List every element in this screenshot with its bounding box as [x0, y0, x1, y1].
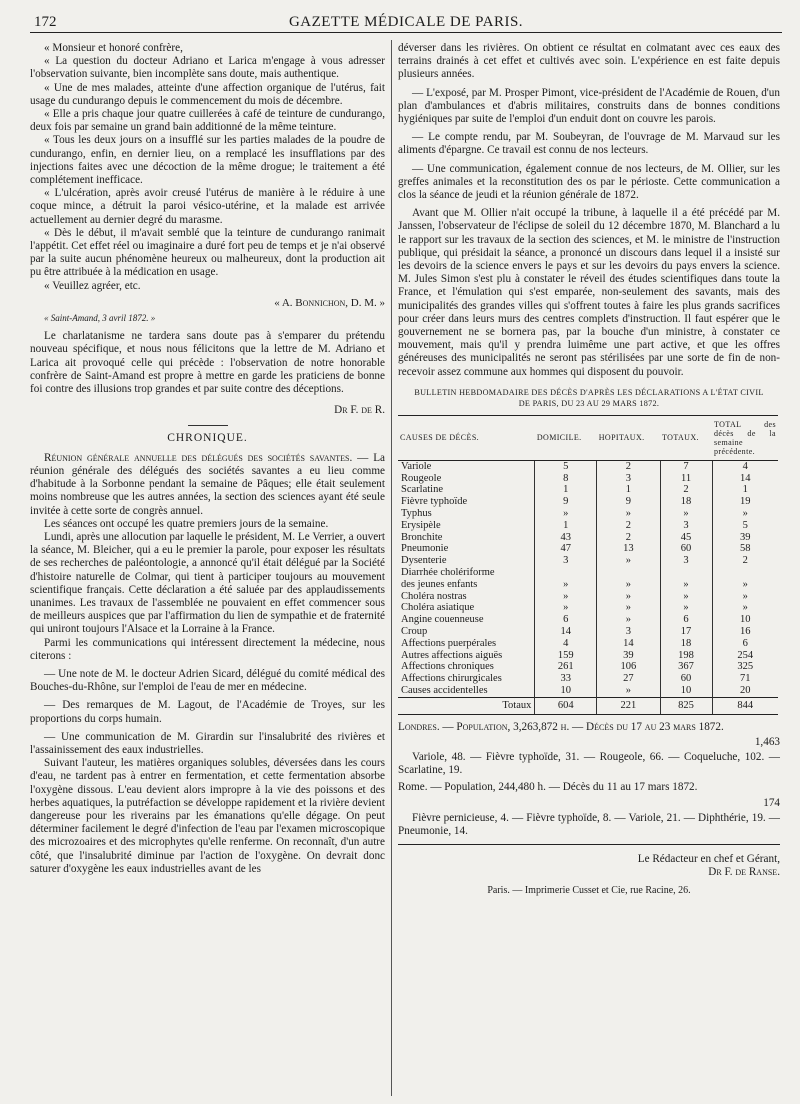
commentary-paragraph: Le charlatanisme ne tardera sans doute pas à s'emparer du prétendu nouveau spécifique, et nous nous félicitons que la lettre de M. Adriano et Larica ait provoqué celle qui précède : l'observation de notre honorable confrère de Saint-Amand est propre à mettre en garde les praticiens de bonne foi contre des illusions trop grandes et par suite contre des déceptions. [30, 330, 385, 396]
value-cell: 16 [712, 626, 778, 638]
value-cell: 11 [660, 473, 712, 485]
header-hopitaux: HOPITAUX. [597, 415, 660, 460]
right-column [398, 42, 780, 897]
chronique-heading: CHRONIQUE. [167, 432, 248, 445]
value-cell: 14 [535, 626, 597, 638]
article-paragraph: — Une communication de M. Girardin sur l'insalubrité des rivières et l'assainissement des eaux industrielles. [30, 730, 385, 756]
table-header-row [398, 415, 778, 460]
value-cell: » [660, 602, 712, 614]
value-cell: » [535, 508, 597, 520]
value-cell: 1 [597, 484, 660, 496]
letter-closing: « Veuillez agréer, etc. [44, 279, 141, 292]
letter-paragraph: « Elle a pris chaque jour quatre cuillerées à café de teinture de cundurango, deux fois par semaine un grand bain additionné de la même teinture. [30, 108, 385, 134]
table-row [398, 508, 778, 520]
header-previous-week: TOTAL des décès de la semaine précédente. [712, 415, 778, 460]
table-row [398, 473, 778, 485]
londres-population: Londres. — Population, 3,263,872 h. — Décès du 17 au 23 mars 1872. [398, 720, 724, 733]
article-paragraph: — Une note de M. le docteur Adrien Sicard, délégué du comité médical des Bouches-du-Rhône, sur l'emploi de l'eau de mer en médecine. [30, 667, 385, 694]
deaths-table-body [398, 460, 778, 714]
cause-cell: Causes accidentelles [401, 685, 488, 697]
table-row [398, 567, 778, 579]
header-domicile: DOMICILE. [535, 415, 597, 460]
value-cell [660, 567, 712, 579]
value-cell: 5 [712, 520, 778, 532]
letter-paragraph: « Dès le début, il m'avait semblé que la teinture de cundurango ranimait l'appétit. Cet effet réel ou imaginaire a duré fort peu de temps et je n'ai observé par la suite aucun phénomène heureux ou malheureux, dont la production ait pu être attribuée à la médication en usage. [30, 226, 385, 279]
value-cell: 4 [712, 460, 778, 472]
letter-paragraph: « Tous les deux jours on a insufflé sur les parties malades de la poudre de cundurango, enfin, en dernier lieu, on a remplacé les insufflations par des injections faites avec une décoction de la même drogue; le traitement a été complétement inefficace. [30, 134, 385, 187]
londres-block [398, 721, 780, 778]
value-cell: 1 [535, 520, 597, 532]
value-cell: 7 [660, 460, 712, 472]
value-cell: 254 [712, 650, 778, 662]
article-paragraph: Lundi, après une allocution par laquelle le président, M. Le Verrier, a ouvert la séance, M. Bleicher, qui a eu le premier la parole, pour exposer les résultats de ses recherches de paléontologie, a annoncé qu'il était délégué par la Société d'histoire naturelle de Colmar, qui tient à participer toujours au mouvement scientifique français. Cette déclaration a été saluée par des applaudissements unanimes. Les travaux de l'assemblée ne pouvaient en effet commencer sous de meilleurs auspices que par l'affirmation du lien de sympathie et de fraternité qui uniront toujours l'Alsace et la Lorraine à la France. [30, 530, 385, 636]
letter-paragraph: « La question du docteur Adriano et Larica m'engage à vous adresser l'observation suivante, bien incomplète sans doute, mais authentique. [30, 55, 385, 81]
cause-cell: Bronchite [401, 531, 443, 543]
redacteur-title: Le Rédacteur en chef et Gérant, [637, 853, 780, 866]
table-row [398, 555, 778, 567]
imprimerie-line: Paris. — Imprimerie Cusset et Cie, rue Racine, 26. [487, 884, 691, 896]
rome-line [398, 781, 780, 794]
reunion-paragraph [30, 452, 385, 518]
table-row [398, 638, 778, 650]
cause-cell: Scarlatine [401, 484, 443, 496]
table-total-row [398, 697, 778, 714]
value-cell: 39 [712, 532, 778, 544]
value-cell: 159 [535, 650, 597, 662]
value-cell: 8 [535, 473, 597, 485]
value-cell: 6 [535, 614, 597, 626]
value-cell: 14 [712, 473, 778, 485]
cause-cell: Affections puerpérales [401, 637, 497, 649]
table-row [398, 460, 778, 472]
cause-cell: Choléra nostras [401, 590, 467, 602]
value-cell: 2 [712, 555, 778, 567]
header-causes: CAUSES DE DÉCÈS. [398, 415, 535, 460]
value-cell: 1 [712, 484, 778, 496]
value-cell: 2 [660, 484, 712, 496]
value-cell: 4 [535, 638, 597, 650]
cause-cell: des jeunes enfants [401, 578, 478, 590]
value-cell: 17 [660, 626, 712, 638]
cause-cell: Autres affections aiguës [401, 649, 503, 661]
journal-title: GAZETTE MÉDICALE DE PARIS. [288, 14, 524, 30]
value-cell: 43 [535, 532, 597, 544]
value-cell: 60 [660, 543, 712, 555]
value-cell: 9 [597, 496, 660, 508]
rome-total: 174 [763, 796, 780, 809]
value-cell: 106 [597, 661, 660, 673]
table-row [398, 650, 778, 662]
value-cell: 367 [660, 661, 712, 673]
table-row [398, 532, 778, 544]
cause-cell: Angine couenneuse [401, 614, 484, 626]
rome-block [398, 781, 780, 838]
value-cell: 2 [597, 460, 660, 472]
cause-cell: Pneumonie [401, 543, 449, 555]
reunion-text: — La réunion générale des délégués des sociétés savantes a eu lieu comme d'habitude à la Sorbonne pendant la semaine de Pâques; elle était seulement moins nombreuse que les autres années, la section des sciences ayant été seule invitée à cette sorte de congrès annuel. [30, 451, 385, 517]
value-cell: 71 [712, 673, 778, 685]
commentary-signature: Dr F. de R. [334, 404, 385, 417]
value-cell: » [597, 602, 660, 614]
table-row [398, 579, 778, 591]
reunion-heading: Réunion générale annuelle des délégués des sociétés savantes. [44, 451, 353, 464]
bulletin-heading [398, 387, 780, 409]
value-cell: » [660, 591, 712, 603]
value-cell: 325 [712, 661, 778, 673]
table-row [398, 661, 778, 673]
value-cell: 9 [535, 496, 597, 508]
rome-causes: Fièvre pernicieuse, 4. — Fièvre typhoïde, 8. — Variole, 21. — Diphthérie, 19. — Pneumonie, 14. [398, 811, 780, 838]
value-cell: » [712, 591, 778, 603]
value-cell [597, 567, 660, 579]
article-paragraph: Parmi les communications qui intéressent directement la médecine, nous citerons : [30, 636, 385, 662]
value-cell: 1 [535, 484, 597, 496]
page-header [30, 10, 782, 33]
letter-salutation: « Monsieur et honoré confrère, [44, 42, 183, 54]
total-value: 221 [597, 697, 660, 714]
table-row [398, 520, 778, 532]
cause-cell: Affections chirurgicales [401, 673, 502, 685]
value-cell: » [597, 555, 660, 567]
table-row [398, 543, 778, 555]
value-cell: » [535, 591, 597, 603]
article-paragraph: déverser dans les rivières. On obtient ce résultat en colmatant avec ces eaux des terrains drainés à cet effet et cultivés avec soin. L'expérience en est faite depuis plusieurs années. [398, 42, 780, 81]
table-row [398, 614, 778, 626]
cause-cell: Croup [401, 626, 428, 638]
cause-cell: Affections chroniques [401, 661, 494, 673]
value-cell: 3 [535, 555, 597, 567]
header-totaux: TOTAUX. [660, 415, 712, 460]
londres-total: 1,463 [754, 735, 780, 748]
value-cell: 3 [660, 555, 712, 567]
letter-paragraph: « L'ulcération, après avoir creusé l'utérus de manière à le réduire à une coque mince, a détruit la paroi vésico-utérine, et la malade est arrivée actuellement au dernier degré du marasme. [30, 187, 385, 226]
value-cell: 33 [535, 673, 597, 685]
total-label: Totaux [398, 697, 535, 714]
value-cell: 3 [597, 473, 660, 485]
footer-rule [398, 844, 780, 845]
cause-cell: Typhus [401, 508, 432, 520]
value-cell: » [712, 602, 778, 614]
value-cell: 10 [712, 614, 778, 626]
value-cell: 14 [597, 638, 660, 650]
table-row [398, 602, 778, 614]
cause-cell: Variole [401, 460, 432, 472]
article-paragraph: — Des remarques de M. Lagout, de l'Académie de Troyes, sur les proportions du corps humain. [30, 699, 385, 725]
total-value: 604 [535, 697, 597, 714]
letter-place-date: « Saint-Amand, 3 avril 1872. » [44, 313, 156, 324]
value-cell: 10 [660, 685, 712, 697]
bulletin-dates: DE PARIS, DU 23 AU 29 MARS 1872. [518, 398, 660, 408]
bulletin-title: BULLETIN HEBDOMADAIRE DES DÉCÈS D'APRÈS LES DÉCLARATIONS A L'ÉTAT CIVIL [414, 387, 764, 397]
table-row [398, 591, 778, 603]
article-paragraph: Suivant l'auteur, les matières organiques solubles, déversées dans les cours d'eau, ne tardent pas à entrer en fermentation, et cette fermentation absorbe l'oxygène dissous. L'eau devient alors impropre à la vie des poissons et des herbes aquatiques, la putréfaction se développe rapidement et la rivière devient dangereuse pour les riverains par les émanations qu'elle dégage. On peut déterminer facilement le degré d'infection de l'eau par l'examen microscopique des microzoaires et des microphytes qu'elle renferme. On reconnaît, d'un autre côté, que l'insalubrité diminue par l'action de l'oxygène. On devrait donc saturer d'oxygène les eaux industrielles avant de les [30, 757, 385, 875]
redacteur-name: Dr F. de Ranse. [708, 866, 780, 879]
value-cell: 5 [535, 460, 597, 472]
article-paragraph: — Le compte rendu, par M. Soubeyran, de l'ouvrage de M. Marvaud sur les aliments d'épargne. Ce travail est connu de nos lecteurs. [398, 131, 780, 157]
value-cell: » [535, 579, 597, 591]
value-cell: 198 [660, 650, 712, 662]
value-cell: » [597, 579, 660, 591]
value-cell: 13 [597, 543, 660, 555]
cause-cell: Fièvre typhoïde [401, 496, 468, 508]
value-cell: 39 [597, 650, 660, 662]
value-cell: » [597, 685, 660, 697]
value-cell: 20 [712, 685, 778, 697]
londres-causes: Variole, 48. — Fièvre typhoïde, 31. — Rougeole, 66. — Coqueluche, 102. — Scarlatine, 19. [398, 751, 780, 777]
value-cell: 3 [660, 520, 712, 532]
cause-cell: Choléra asiatique [401, 602, 475, 614]
left-column [30, 42, 385, 876]
value-cell: 261 [535, 661, 597, 673]
article-paragraph: Les séances ont occupé les quatre premiers jours de la semaine. [44, 517, 329, 530]
deaths-table [398, 415, 778, 715]
value-cell: 60 [660, 673, 712, 685]
total-value: 825 [660, 697, 712, 714]
value-cell: » [535, 602, 597, 614]
table-row [398, 484, 778, 496]
londres-line [398, 721, 780, 734]
value-cell: 19 [712, 496, 778, 508]
section-divider [188, 425, 228, 426]
value-cell: 2 [597, 532, 660, 544]
value-cell: » [597, 591, 660, 603]
table-row [398, 496, 778, 508]
letter-signature: « A. Bonnichon, D. M. » [274, 296, 385, 309]
value-cell: 6 [660, 614, 712, 626]
value-cell: 18 [660, 638, 712, 650]
value-cell: 3 [597, 626, 660, 638]
value-cell [712, 567, 778, 579]
value-cell: » [712, 508, 778, 520]
cause-cell: Rougeole [401, 472, 442, 484]
table-row [398, 685, 778, 697]
value-cell: » [597, 508, 660, 520]
value-cell: 58 [712, 543, 778, 555]
table-row [398, 626, 778, 638]
cause-cell: Erysipèle [401, 519, 441, 531]
value-cell: 18 [660, 496, 712, 508]
value-cell: » [660, 579, 712, 591]
value-cell [535, 567, 597, 579]
value-cell: 2 [597, 520, 660, 532]
value-cell: » [712, 579, 778, 591]
article-paragraph: — Une communication, également connue de nos lecteurs, de M. Ollier, sur les greffes animales et la reconstitution des os par le périoste. Cette communication a clos la séance de jeudi et la réunion générale de 1872. [398, 162, 780, 202]
rome-population: Rome. — Population, 244,480 h. — Décès du 11 au 17 mars 1872. [398, 781, 698, 794]
article-paragraph: — L'exposé, par M. Prosper Pimont, vice-président de l'Académie de Rouen, d'un plan d'ambulances et d'abris militaires, construits dans de bonnes conditions hygiéniques par suite de l'emploi d'un enduit dont on couvre les parois. [398, 86, 780, 126]
table-row [398, 673, 778, 685]
cause-cell: Dysenterie [401, 555, 447, 567]
total-value: 844 [712, 697, 778, 714]
column-divider [391, 40, 392, 1096]
value-cell: 45 [660, 532, 712, 544]
letter-paragraph: « Une de mes malades, atteinte d'une affection organique de l'utérus, fait usage du cundurango depuis le commencement du mois de décembre. [30, 81, 385, 107]
redacteur-block [398, 853, 780, 879]
value-cell: 6 [712, 638, 778, 650]
cause-cell: Diarrhée cholériforme [401, 567, 495, 579]
article-paragraph: Avant que M. Ollier n'ait occupé la tribune, à laquelle il a été précédé par M. Janssen, l'observateur de l'éclipse de soleil du 12 décembre 1870, M. Blanchard a lu le rapport sur les travaux de la section des sciences, et M. le ministre de l'instruction publique, qui présidait la séance, a prononcé un discours dans lequel il a insisté sur les devoirs de la science envers le pays et sur les devoirs du pays envers la science. M. Jules Simon s'est plu à constater le réveil des études scientifiques dans toute la France, et l'émulation qui s'est emparée, non-seulement des savants, mais des municipalités des grandes villes qui s'offrent toutes à faire les plus grands sacrifices pour créer dans leurs murs des centres complets d'instruction. Il faut espérer que le gouvernement ne se bornera pas, par la bouche d'un ministre, à constater ce mouvement, mais qu'il y prendra luimême une part active, et que les offres généreuses des municipalités ne seront pas stérilisées par une sorte de fin de non-recevoir assez commune aux hommes qui disposent du pouvoir. [398, 207, 780, 378]
value-cell: » [660, 508, 712, 520]
page-number: 172 [34, 14, 57, 30]
value-cell: 27 [597, 673, 660, 685]
value-cell: 47 [535, 543, 597, 555]
value-cell: 10 [535, 685, 597, 697]
value-cell: » [597, 614, 660, 626]
